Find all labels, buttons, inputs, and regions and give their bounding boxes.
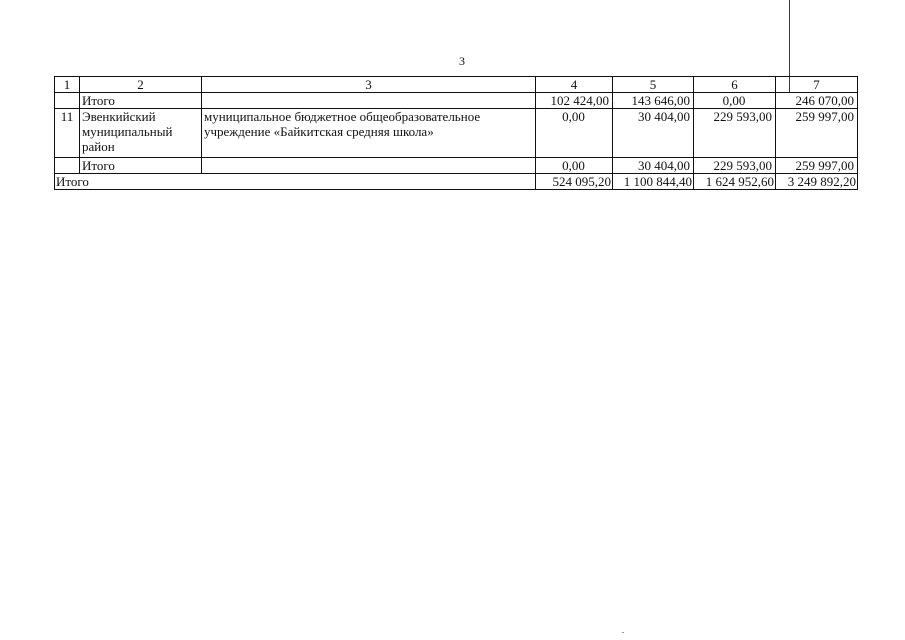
- table-cell-empty: [55, 93, 80, 109]
- value-cell: 30 404,00: [613, 158, 694, 174]
- table-cell-empty: [202, 93, 536, 109]
- value-cell: 524 095,20: [536, 174, 613, 190]
- column-header: 6: [694, 77, 776, 93]
- column-header: 1: [55, 77, 80, 93]
- table-cell-empty: [55, 158, 80, 174]
- value-cell: 102 424,00: [536, 93, 613, 109]
- value-cell: 0,00: [536, 109, 613, 158]
- value-cell: 1 100 844,40: [613, 174, 694, 190]
- subtotal-label: Итого: [80, 93, 202, 109]
- district-row: [55, 109, 858, 158]
- value-cell: 259 997,00: [776, 109, 858, 158]
- page-number: 3: [459, 54, 465, 68]
- value-cell: 0,00: [536, 158, 613, 174]
- column-header: 5: [613, 77, 694, 93]
- value-cell: 1 624 952,60: [694, 174, 776, 190]
- grand-total-row: [55, 174, 858, 190]
- value-cell: 229 593,00: [694, 109, 776, 158]
- subtotal-row-district: [55, 158, 858, 174]
- value-cell: 0,00: [694, 93, 776, 109]
- subtotal-label: Итого: [80, 158, 202, 174]
- scan-artifact-dot: [622, 632, 624, 633]
- row-number: 11: [55, 109, 80, 158]
- value-cell: 259 997,00: [776, 158, 858, 174]
- column-header: 3: [202, 77, 536, 93]
- column-header: 4: [536, 77, 613, 93]
- column-header: 7: [776, 77, 858, 93]
- value-cell: 30 404,00: [613, 109, 694, 158]
- value-cell: 246 070,00: [776, 93, 858, 109]
- budget-table: [54, 76, 858, 190]
- institution-name: муниципальное бюджетное общеобразовательное учреждение «Байкитская средняя школа»: [202, 109, 536, 158]
- table-cell-empty: [202, 158, 536, 174]
- district-name: Эвенкийский муниципальный район: [80, 109, 202, 158]
- column-header: 2: [80, 77, 202, 93]
- value-cell: 3 249 892,20: [776, 174, 858, 190]
- table-header-row: [55, 77, 858, 93]
- grand-total-label: Итого: [55, 174, 536, 190]
- value-cell: 229 593,00: [694, 158, 776, 174]
- subtotal-row-previous: [55, 93, 858, 109]
- value-cell: 143 646,00: [613, 93, 694, 109]
